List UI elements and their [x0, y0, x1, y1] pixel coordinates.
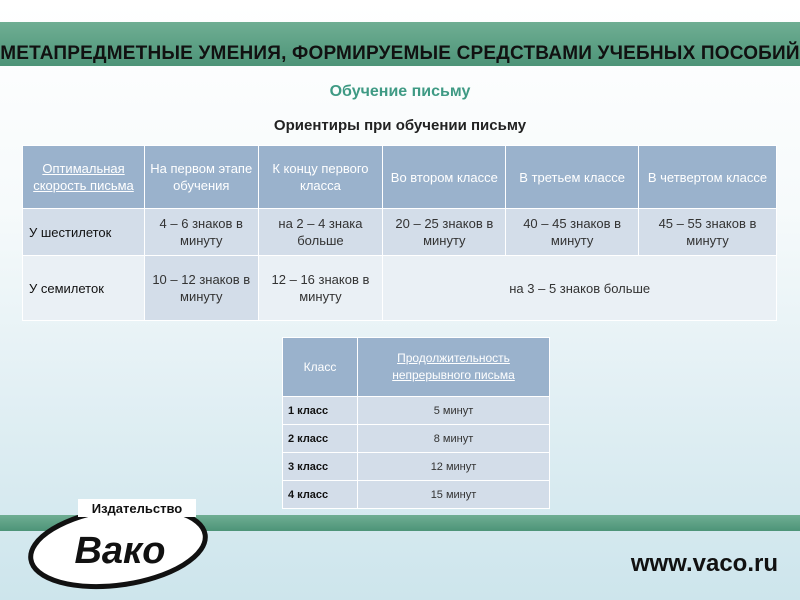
row-label: У семилеток — [23, 256, 145, 321]
table-header-cell: Оптимальная скорость письма — [23, 146, 145, 209]
table-cell: 20 – 25 знаков в минуту — [383, 209, 506, 256]
class-cell: 3 класс — [283, 453, 358, 481]
table-header-cell: Во втором классе — [383, 146, 506, 209]
table-row — [283, 481, 550, 509]
logo-brand: Вако — [74, 530, 166, 572]
duration-cell: 8 минут — [358, 425, 550, 453]
duration-cell: 12 минут — [358, 453, 550, 481]
logo-publisher-label: Издательство — [91, 501, 183, 516]
table-header-cell: К концу первого класса — [258, 146, 383, 209]
table-header-cell: Продолжительность непрерывного письма — [358, 338, 550, 397]
writing-duration-table — [282, 337, 550, 509]
slide-title: МЕТАПРЕДМЕТНЫЕ УМЕНИЯ, ФОРМИРУЕМЫЕ СРЕДСТВАМИ УЧЕБНЫХ ПОСОБИЙ — [0, 43, 800, 64]
publisher-logo — [20, 495, 210, 595]
table-cell-merged: на 3 – 5 знаков больше — [383, 256, 777, 321]
writing-speed-table — [22, 145, 777, 321]
table-cell: 40 – 45 знаков в минуту — [506, 209, 639, 256]
table-row — [283, 397, 550, 425]
duration-cell: 15 минут — [358, 481, 550, 509]
table-cell: 45 – 55 знаков в минуту — [638, 209, 776, 256]
duration-cell: 5 минут — [358, 397, 550, 425]
class-cell: 2 класс — [283, 425, 358, 453]
class-cell: 1 класс — [283, 397, 358, 425]
table-header-row — [23, 146, 777, 209]
table-row — [283, 425, 550, 453]
table-row — [23, 209, 777, 256]
table-cell: 4 – 6 знаков в минуту — [145, 209, 259, 256]
table-header-cell: В четвертом классе — [638, 146, 776, 209]
table-header-cell: В третьем классе — [506, 146, 639, 209]
slide-subtitle: Обучение письму — [329, 83, 471, 100]
table-header-cell: Класс — [283, 338, 358, 397]
table-cell: 10 – 12 знаков в минуту — [145, 256, 259, 321]
table-cell: на 2 – 4 знака больше — [258, 209, 383, 256]
website-link[interactable]: www.vaco.ru — [630, 550, 778, 577]
table-row — [283, 453, 550, 481]
section-heading: Ориентиры при обучении письму — [273, 117, 527, 134]
row-label: У шестилеток — [23, 209, 145, 256]
table-header-row — [283, 338, 550, 397]
class-cell: 4 класс — [283, 481, 358, 509]
table-header-cell: На первом этапе обучения — [145, 146, 259, 209]
table-cell: 12 – 16 знаков в минуту — [258, 256, 383, 321]
table-row — [23, 256, 777, 321]
